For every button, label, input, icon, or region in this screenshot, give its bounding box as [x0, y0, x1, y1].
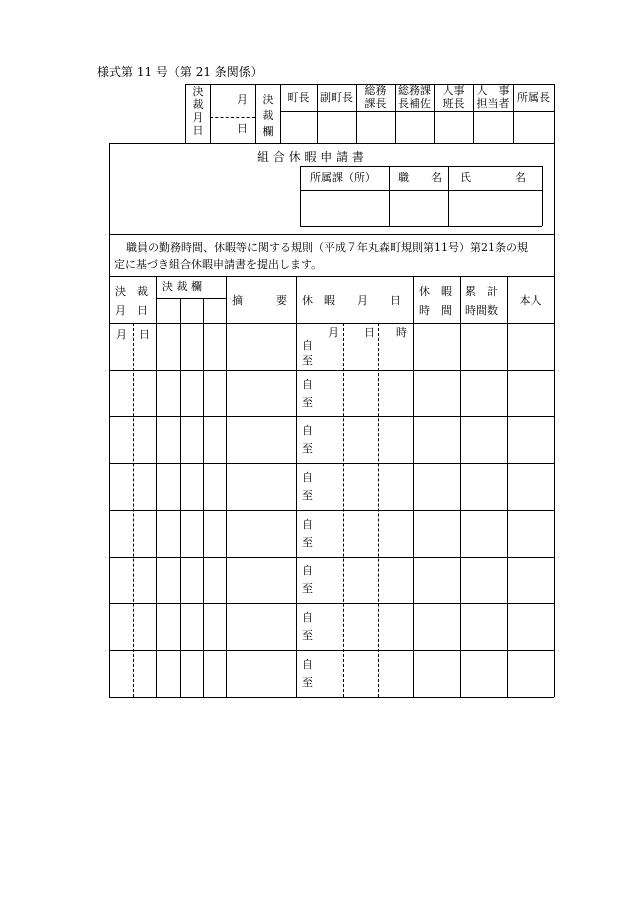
col-summary: 摘 要	[232, 294, 287, 307]
statement-line-1: 職員の勤務時間、休暇等に関する規則（平成７年丸森町規則第11号）第21条の規	[126, 241, 528, 254]
approval-column-label: 決裁欄	[262, 93, 274, 138]
col-person: 本人	[519, 294, 542, 307]
from-label: 自	[302, 518, 313, 531]
approval-col-personnel-leader-line2: 班長	[442, 97, 465, 110]
to-label: 至	[302, 396, 313, 409]
approval-col-personnel-leader-line1: 人事	[442, 84, 465, 97]
applicant-name-field[interactable]	[449, 191, 541, 225]
from-label: 自	[302, 471, 313, 484]
form-number: 様式第 11 号（第 21 条関係）	[97, 65, 263, 79]
applicant-position-header: 職 名	[398, 171, 442, 184]
col-leave: 休 暇 月 日	[302, 294, 401, 307]
approval-col-mayor: 町長	[287, 91, 310, 104]
to-label: 至	[302, 489, 313, 502]
from-label: 自	[302, 564, 313, 577]
leave-hour-label: 時	[396, 326, 407, 339]
row-decision-day: 日	[139, 328, 150, 341]
approval-day-label: 日	[237, 122, 248, 135]
applicant-department-header: 所属課（所）	[310, 171, 376, 184]
approval-col-assistant-chief-line1: 総務課	[398, 84, 431, 97]
approval-col-assistant-chief-line2: 長補佐	[398, 97, 431, 110]
applicant-position-field[interactable]	[390, 191, 447, 225]
row-decision-month: 月	[116, 328, 127, 341]
to-label: 至	[302, 676, 313, 689]
from-label: 自	[302, 658, 313, 671]
to-label: 至	[302, 536, 313, 549]
approval-col-personnel-officer-line1: 人 事	[476, 84, 510, 97]
col-leave-time-top: 休 暇	[419, 285, 452, 298]
from-label: 自	[302, 424, 313, 437]
from-label: 自	[302, 339, 313, 352]
applicant-name-header: 氏 名	[460, 171, 526, 184]
approval-col-department-head: 所属長	[517, 91, 550, 104]
to-label: 至	[302, 582, 313, 595]
leave-day-label: 日	[364, 326, 375, 339]
approval-col-deputy-mayor: 副町長	[320, 91, 353, 104]
applicant-department-field[interactable]	[301, 191, 388, 225]
approval-col-personnel-officer-line2: 担当者	[476, 97, 510, 110]
form-title: 組 合 休 暇 申 請 書	[257, 150, 364, 164]
to-label: 至	[302, 629, 313, 642]
from-label: 自	[302, 611, 313, 624]
col-cumulative-bottom: 時間数	[465, 304, 498, 317]
approval-col-general-affairs-chief-line2: 課長	[364, 97, 387, 110]
approval-date-label: 決裁月日	[192, 85, 204, 137]
col-leave-time-bottom: 時 間	[419, 304, 452, 317]
to-label: 至	[302, 354, 313, 367]
col-decision: 決 裁 欄	[162, 280, 202, 293]
to-label: 至	[302, 442, 313, 455]
leave-month-label: 月	[328, 326, 339, 339]
col-decision-date-top: 決 裁	[115, 285, 148, 298]
from-label: 自	[302, 378, 313, 391]
approval-month-label: 月	[237, 93, 248, 106]
col-cumulative-top: 累 計	[465, 285, 498, 298]
col-decision-date-bottom: 月 日	[115, 304, 148, 317]
statement-line-2: 定に基づき組合休暇申請書を提出します。	[114, 258, 323, 271]
approval-col-general-affairs-chief-line1: 総務	[364, 84, 387, 97]
